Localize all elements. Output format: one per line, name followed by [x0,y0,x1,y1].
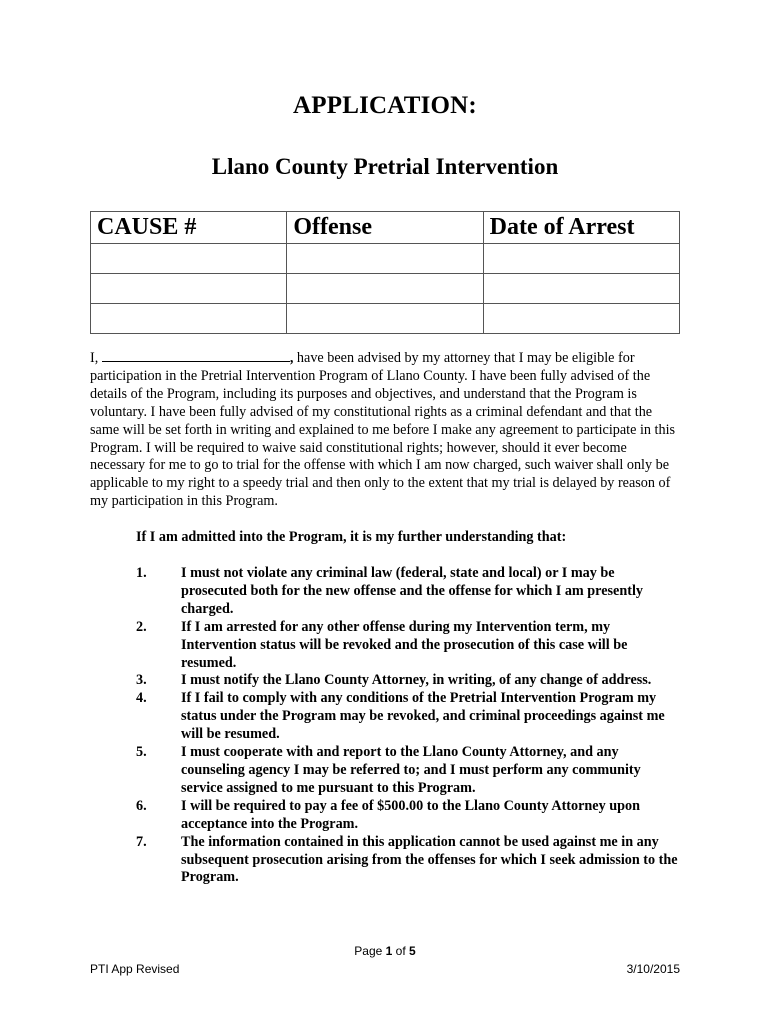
list-item [136,672,681,690]
page-of: of [395,944,406,958]
condition-text: I must notify the Llano County Attorney, in writing, of any change of address. [181,672,652,689]
table-row [91,274,680,304]
list-item [136,619,681,673]
list-item [136,565,681,619]
footer-revision-label: PTI App Revised [90,962,180,976]
cause-number-cell[interactable] [91,274,287,304]
list-item [136,744,681,798]
page-current: 1 [385,944,393,958]
offense-cell[interactable] [287,304,483,334]
applicant-name-blank[interactable] [102,349,290,362]
header-cause-number: CAUSE # [91,212,287,244]
condition-text: The information contained in this application cannot be used against me in any subsequent prosecution arising from the offenses for which I seek admission to the Program. [181,833,678,886]
header-date-of-arrest: Date of Arrest [483,212,679,244]
condition-text: I must cooperate with and report to the Llano County Attorney, and any counseling agency I may be referred to; and I must perform any community service assigned to me pursuant to this Program. [181,744,641,796]
case-info-table [90,211,680,334]
conditions-list [136,565,681,887]
date-of-arrest-cell[interactable] [483,304,679,334]
condition-number: 4. [136,690,147,707]
document-subtitle: Llano County Pretrial Intervention [211,154,559,179]
condition-number: 1. [136,565,147,581]
condition-number: 2. [136,618,147,635]
offense-cell[interactable] [287,274,483,304]
statement-text: have been advised by my attorney that I may be eligible for participation in the Pretrial Intervention Program of Llano County. I have been fully advised of the details of the Program, including its purposes and objectives, and understand that the Program is voluntary. I have been fully advised of my constitutional rights as a criminal defendant and that the same will be set forth in writing and explained to me before I make any agreement to participate in this Program. I will be required to waive said constitutional rights; however, should it ever become necessary for me to go to trial for the offense with which I am now charged, such waiver shall only be applicable to my right to a speedy trial and then only to the extent that my trial is delayed by reason of my participation in this Program. [90,350,676,510]
condition-text: If I fail to comply with any conditions of the Pretrial Intervention Program my status under the Program may be revoked, and criminal proceedings against me will be resumed. [181,690,665,743]
condition-number: 5. [136,744,147,761]
document-title: APPLICATION: [293,92,477,119]
condition-number: 3. [136,672,147,689]
page-total: 5 [409,944,416,958]
statement-comma: , [289,350,294,366]
table-row [91,244,680,274]
condition-text: I must not violate any criminal law (federal, state and local) or I may be prosecuted both for the new offense and the offense for which I am presently charged. [181,565,643,617]
footer-revision-date: 3/10/2015 [626,962,680,976]
page-word: Page [354,944,383,958]
date-of-arrest-cell[interactable] [483,244,679,274]
condition-text: If I am arrested for any other offense during my Intervention term, my Intervention status will be revoked and the prosecution of this case will be resumed. [181,618,628,671]
condition-text: I will be required to pay a fee of $500.00 to the Llano County Attorney upon acceptance into the Program. [181,797,641,832]
list-item [136,798,681,834]
conditions-intro: If I am admitted into the Program, it is my further understanding that: [136,529,567,545]
table-row [91,304,680,334]
date-of-arrest-cell[interactable] [483,274,679,304]
list-item [136,834,681,888]
condition-number: 6. [136,797,147,814]
table-header-row [91,212,680,244]
cause-number-cell[interactable] [91,304,287,334]
advisement-statement [90,349,680,511]
offense-cell[interactable] [287,244,483,274]
list-item [136,690,681,744]
statement-prefix: I, [90,350,102,366]
cause-number-cell[interactable] [91,244,287,274]
condition-number: 7. [136,833,147,850]
page-number [0,944,770,958]
header-offense: Offense [287,212,483,244]
